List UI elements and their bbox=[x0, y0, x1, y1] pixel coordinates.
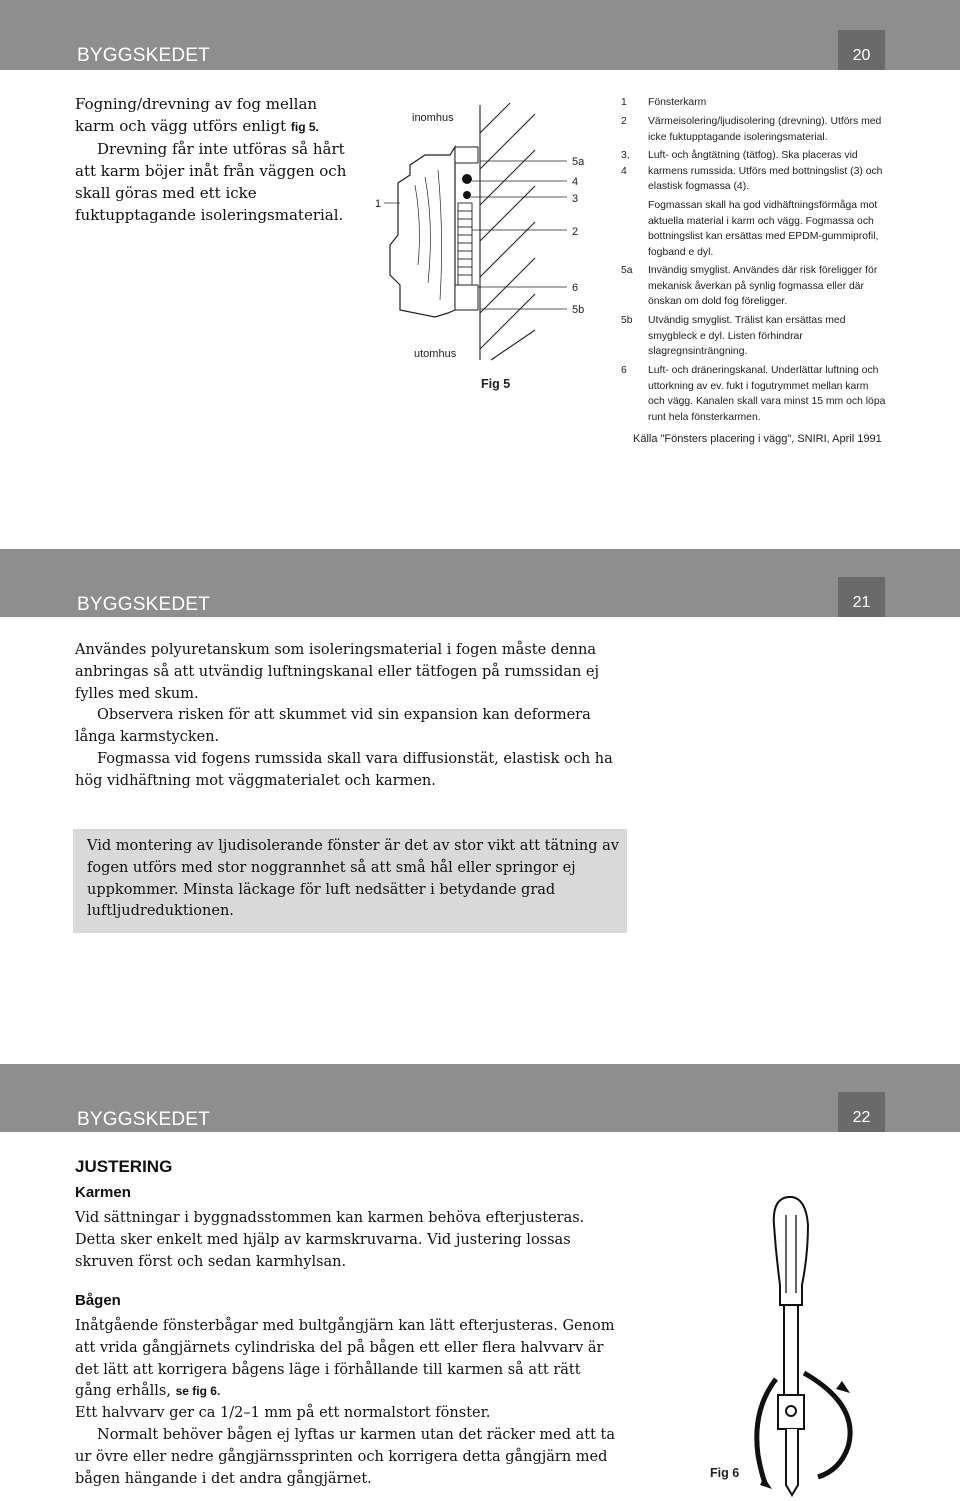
label-4: 4 bbox=[572, 176, 579, 188]
paragraph: Användes polyuretanskum som isoleringsmaterial i fogen måste denna anbringas så att utvändig luftningskanal eller tätfogen på rumssidan ej fylles med skum. bbox=[75, 642, 599, 702]
section-header-21 bbox=[0, 549, 960, 617]
label-5a: 5a bbox=[572, 156, 585, 168]
fig-reference: se fig 6. bbox=[175, 1384, 221, 1399]
paragraph-bagen: Inåtgående fönsterbågar med bultgångjärn kan lätt efterjusteras. Genom att vrida gångjärnets cylindriska del på bågen ett eller flera halvvarv är det lätt att korrigera bågens läge i förhållande till karmen så att rätt gång erhålls, se fig 6. Ett halvvarv ger ca 1/2–1 mm på ett normalstort fönster. Normalt behöver bågen ej lyftas ur karmen utan det räcker med att ta ur övre eller nedre gångjärnssprinten och korrigera detta gångjärn med bågen hängande i det andra gångjärnet. bbox=[75, 1318, 615, 1487]
section-title: BYGGSKEDET bbox=[77, 594, 210, 615]
section-header-22 bbox=[0, 1064, 960, 1132]
screwdriver-icon bbox=[774, 1197, 808, 1495]
page-number: 20 bbox=[838, 30, 885, 70]
fig-5-caption: Fig 5 bbox=[481, 377, 511, 391]
label-5b: 5b bbox=[572, 304, 585, 316]
note-box: Vid montering av ljudisolerande fönster är det av stor vikt att tätning av fogen utförs med stor noggrannhet så att små hål eller springor ej uppkommer. Minsta läckage för luft nedsätter i betydande grad luftljudreduktionen. bbox=[73, 829, 627, 933]
paragraph-karmen: Vid sättningar i byggnadsstommen kan karmen behöva efterjusteras. Detta sker enkelt med hjälp av karmskruvarna. Vid justering lossas skruven först och sedan karmhylsan. bbox=[75, 1210, 585, 1270]
source-note: Källa "Fönsters placering i vägg", SNIRI, April 1991 bbox=[633, 433, 882, 445]
paragraph: Fogmassa vid fogens rumssida skall vara diffusionstät, elastisk och ha hög vidhäftning mot väggmaterialet och karmen. bbox=[75, 750, 613, 789]
fig-6-caption: Fig 6 bbox=[710, 1466, 740, 1480]
body-text-21 bbox=[75, 640, 630, 793]
label-2: 2 bbox=[572, 226, 579, 238]
wall-hatching bbox=[480, 103, 535, 360]
window-frame bbox=[390, 147, 455, 317]
heading-justering: JUSTERING bbox=[75, 1157, 173, 1176]
label-inomhus: inomhus bbox=[412, 112, 454, 124]
section-header-20 bbox=[0, 0, 960, 70]
intro-paragraph: Fogning/drevning av fog mellan karm och vägg utförs enligt fig 5. Drevning får inte utföras så hårt att karm böjer inåt från väggen och skall göras med ett icke fuktupptagande isoleringsmaterial. bbox=[75, 95, 347, 224]
section-title: BYGGSKEDET bbox=[77, 1109, 210, 1130]
subheading-bagen: Bågen bbox=[75, 1292, 121, 1309]
arrow-head-icon bbox=[836, 1381, 850, 1393]
label-6: 6 bbox=[572, 282, 579, 294]
page-number: 22 bbox=[838, 1092, 885, 1132]
paragraph: Observera risken för att skummet vid sin expansion kan deformera långa karmstycken. bbox=[75, 707, 591, 746]
page-number: 21 bbox=[838, 577, 885, 617]
section-title: BYGGSKEDET bbox=[77, 45, 210, 66]
fig-5-joint-diagram bbox=[360, 85, 610, 405]
fig-reference: fig 5. bbox=[290, 120, 319, 134]
fig-6-hinge-adjustment bbox=[700, 1185, 880, 1500]
label-utomhus: utomhus bbox=[414, 348, 457, 360]
label-1: 1 bbox=[375, 198, 382, 210]
label-3: 3 bbox=[572, 193, 579, 205]
subheading-karmen: Karmen bbox=[75, 1184, 131, 1201]
insulation-rows bbox=[458, 203, 472, 285]
